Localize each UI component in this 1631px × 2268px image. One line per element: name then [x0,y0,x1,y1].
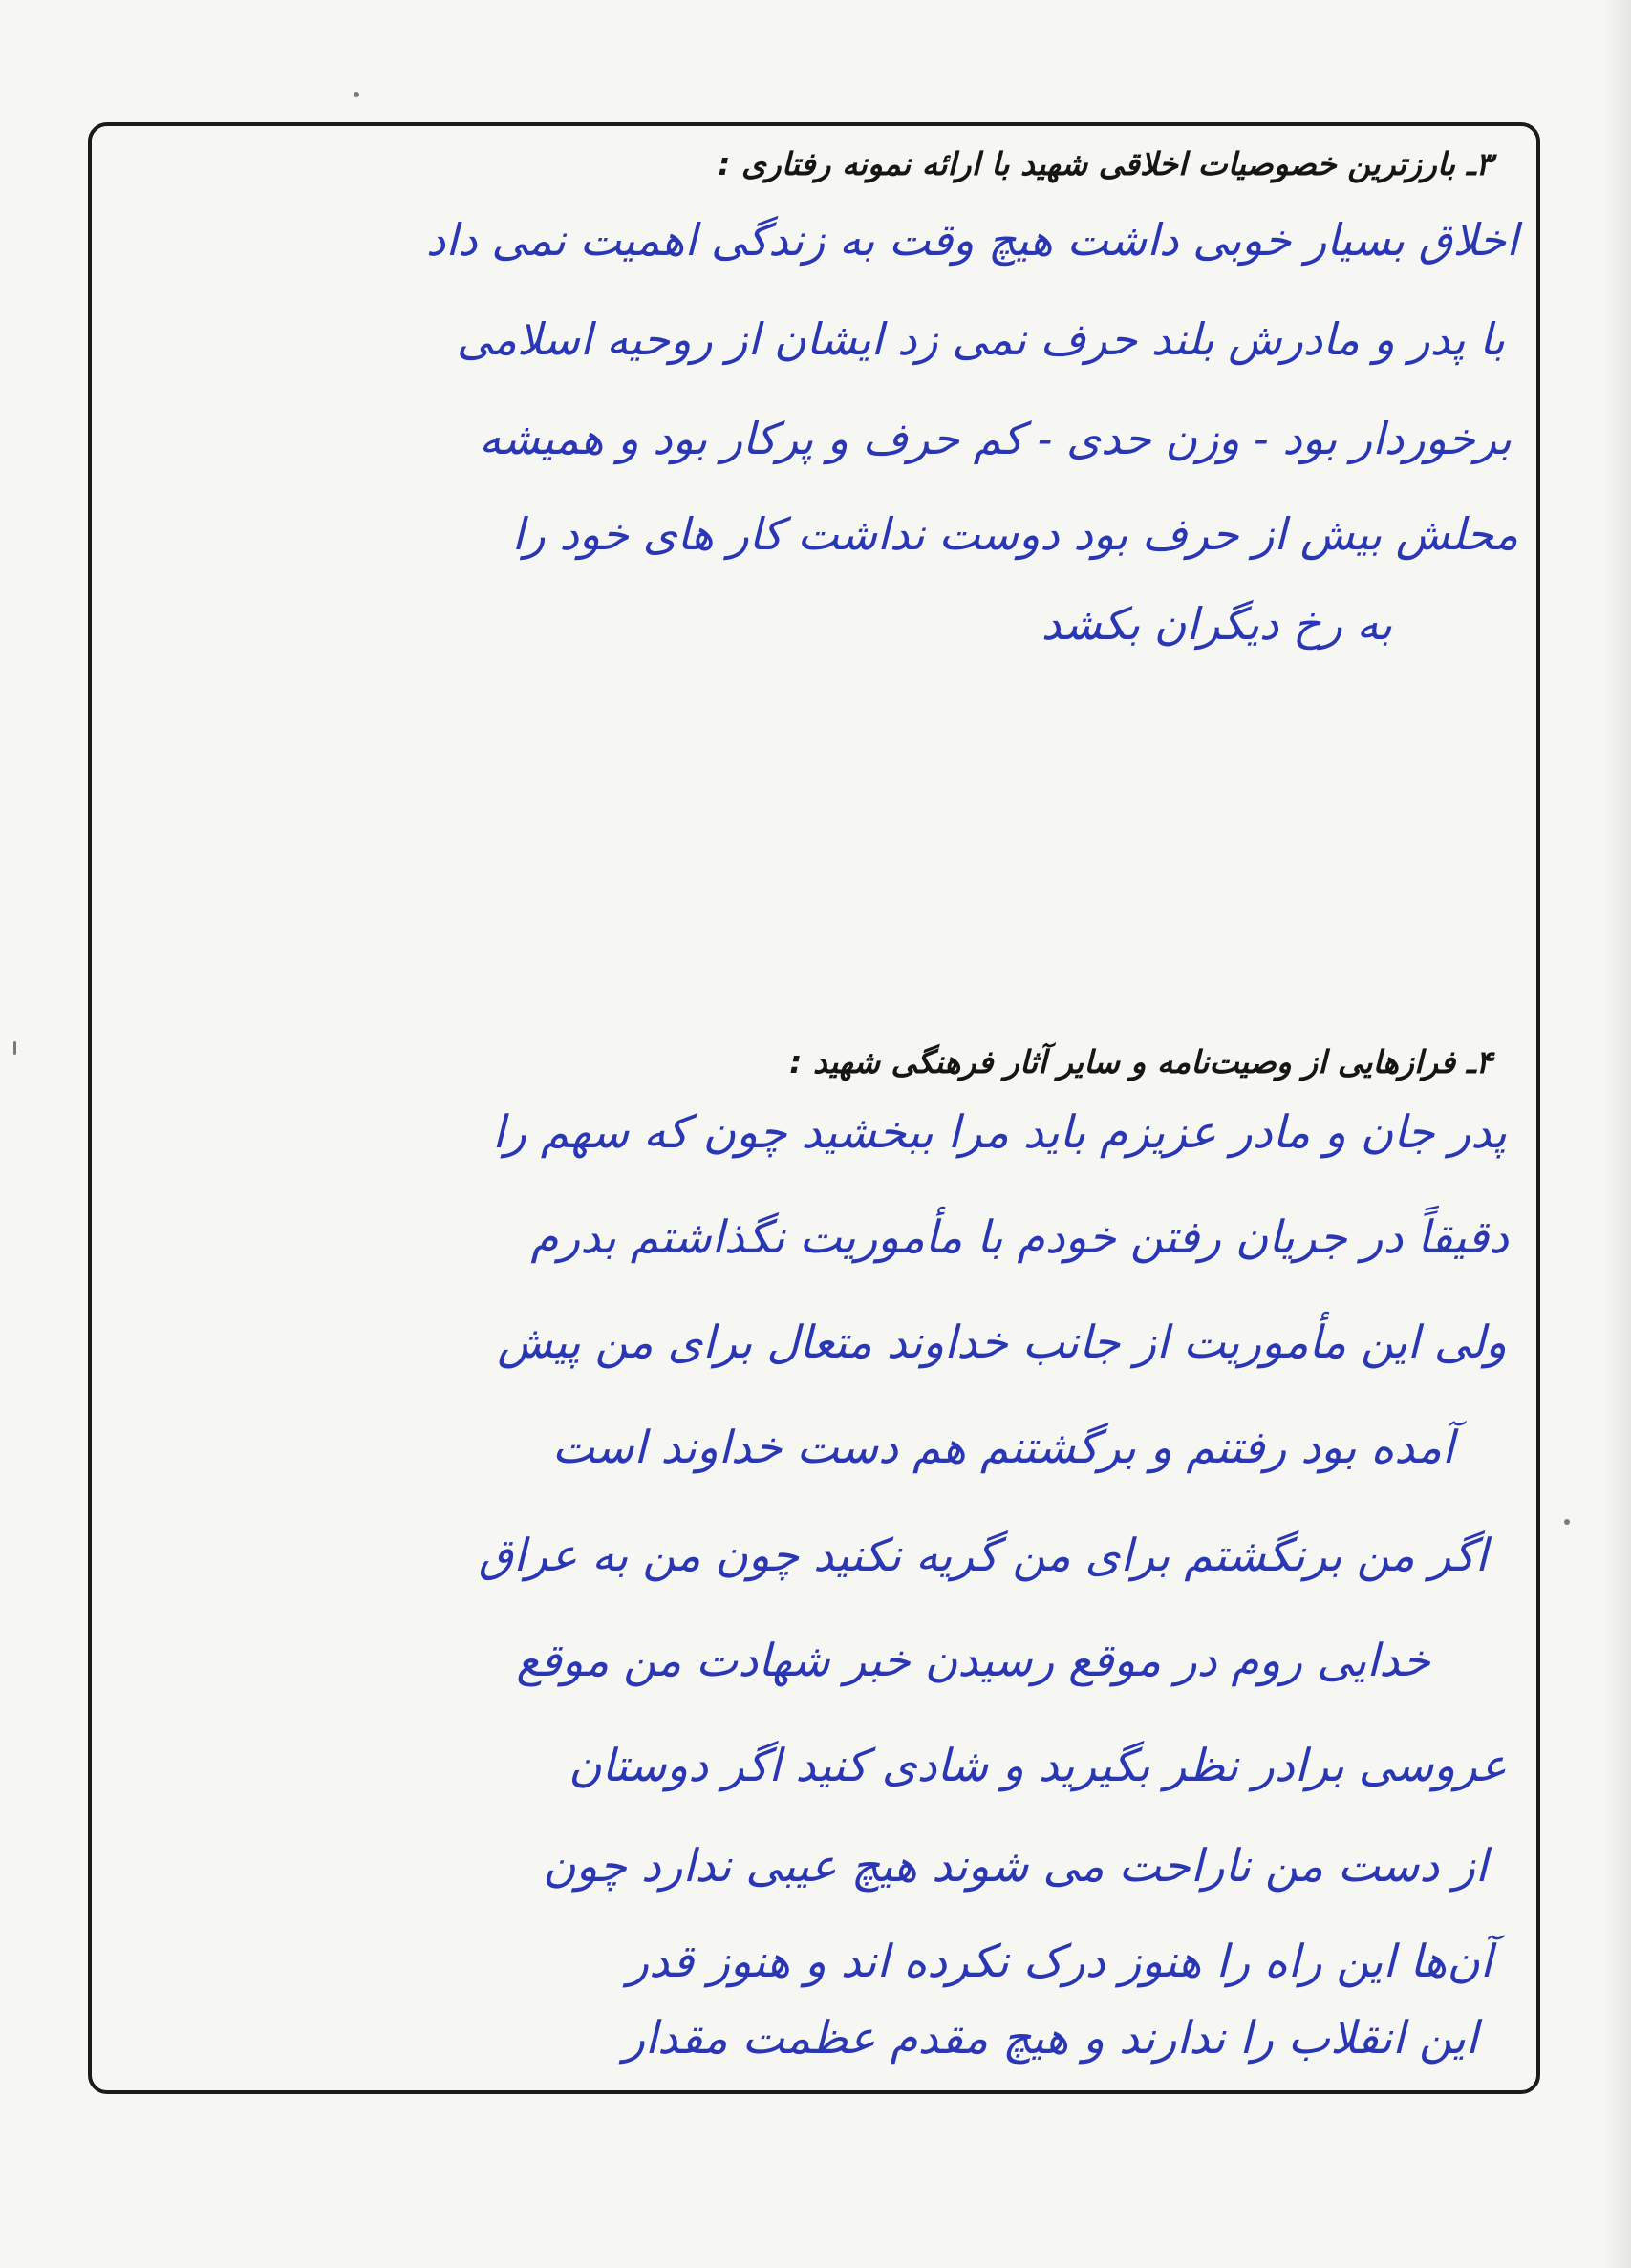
scan-speck [1564,1519,1570,1525]
handwritten-line: محلش بیش از حرف بود دوست نداشت کار های خود را [511,508,1518,560]
scan-speck [13,1041,16,1055]
handwritten-line: پدر جان و مادر عزیزم باید مرا ببخشید چون که سهم را [492,1106,1507,1159]
handwritten-line: ولی این مأموریت از جانب خداوند متعال برای من پیش [497,1316,1507,1369]
handwritten-line: آن‌ها این راه را هنوز درک نکرده اند و هنوز قدر [627,1936,1492,1988]
handwritten-line: این انقلاب را ندارند و هیچ مقدم عظمت مقدار [623,2012,1478,2065]
handwritten-line: دقیقاً در جریان رفتن خودم با مأموریت نگذاشتم بدرم [530,1211,1509,1264]
handwritten-line: برخوردار بود - وزن حدی - کم حرف و پرکار بود و همیشه [479,413,1512,464]
page-edge-shadow [1602,0,1631,2268]
handwritten-line: به رخ دیگران بکشد [1041,598,1392,650]
section-3-heading: ۳ـ بارزترین خصوصیات اخلاقی شهید با ارائه نمونه رفتاری : [718,145,1492,182]
scan-speck [354,92,359,97]
handwritten-line: اخلاق بسیار خوبی داشت هیچ وقت به زندگی اهمیت نمی داد [425,214,1518,266]
handwritten-line: خدایی روم در موقع رسیدن خبر شهادت من موقع [516,1635,1430,1687]
handwritten-line: از دست من ناراحت می شوند هیچ عیبی ندارد چون [543,1840,1488,1893]
handwritten-line: عروسی برادر نظر بگیرید و شادی کنید اگر دوستان [569,1740,1507,1792]
handwritten-line: آمده بود رفتنم و برگشتنم هم دست خداوند است [551,1422,1454,1474]
section-4-heading: ۴ـ فرازهایی از وصیت‌نامه و سایر آثار فرهنگی شهید : [789,1043,1492,1081]
handwritten-line: اگر من برنگشتم برای من گریه نکنید چون من به عراق [478,1530,1488,1582]
handwritten-line: با پدر و مادرش بلند حرف نمی زد ایشان از روحیه اسلامی [456,313,1505,365]
